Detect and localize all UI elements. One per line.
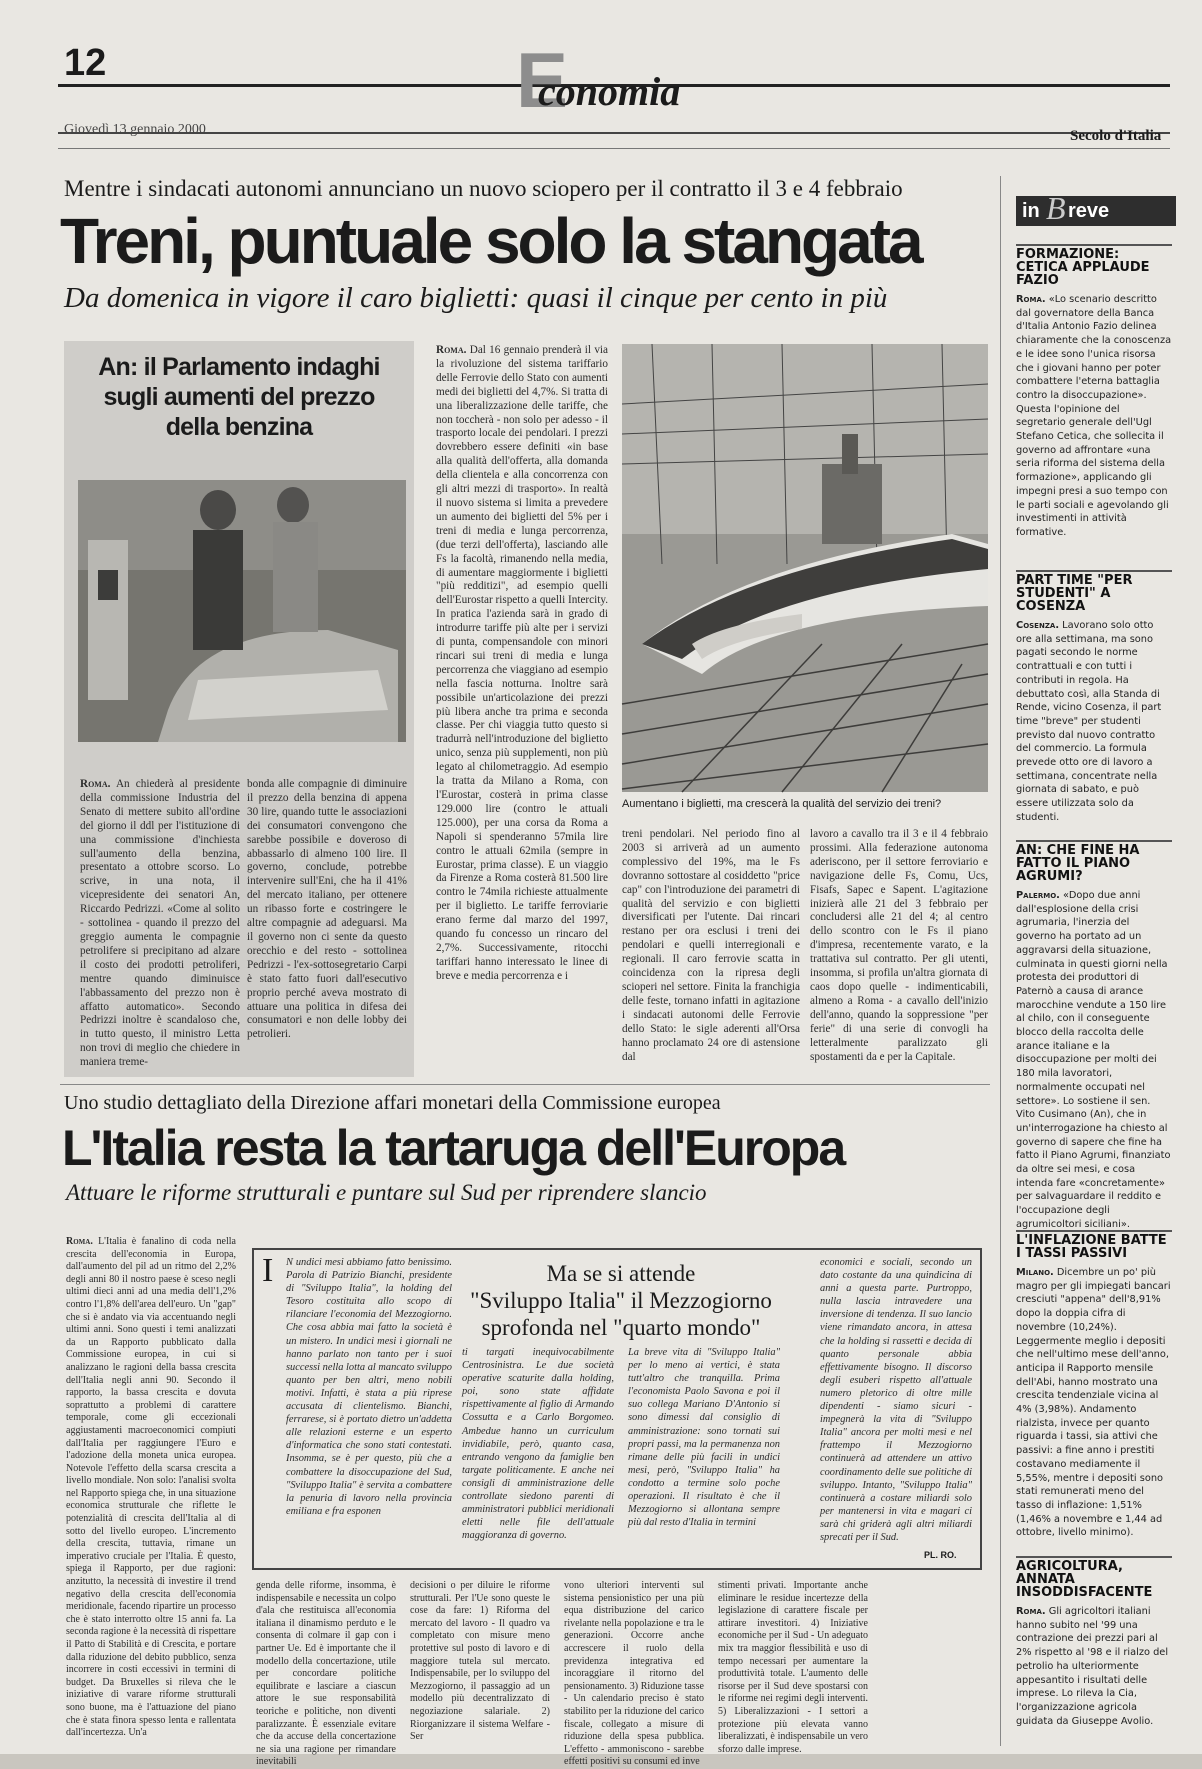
sidebar-item-rule bbox=[1016, 570, 1172, 572]
sidebar-item bbox=[1016, 1556, 1172, 1728]
sidebar-item-body: Dicembre un po' più magro per gli impiegati bancari cresciuti "appena" dell'8,91% dopo la doppia cifra di novembre (10,24%). Leggermente meglio i depositi che nell'ultimo mese dell'anno, anticipa il Rapporto mensile dell'Abi, hanno mostrato una crescita tendenziale vicina al 4% (3,98%). Andamento rialzista, invece per quanto riguarda i tassi, sia attivi che passivi: a fine anno i prestiti costavano mediamente il 5,55%, mentre i depositi sono stati remunerati meno del tasso di inflazione: 1,51% (1,46% a novembre e 1,44 ad ottobre, livello minimo). bbox=[1016, 1267, 1171, 1539]
article2-column-5 bbox=[718, 1580, 868, 1755]
article-separator bbox=[60, 1084, 990, 1085]
article1-column-2 bbox=[622, 828, 800, 1062]
sidebar-item-title: PART TIME "PER STUDENTI" A COSENZA bbox=[1016, 573, 1133, 614]
article1-text-3: lavoro a cavallo tra il 3 e il 4 febbraio prossimi. Alla federazione autonoma aderiscono, per il settore ferroviario e navigazione delle Fs, Comu, Ucs, Fisafs, Sapec e Sapent. L'agitazione inizierà alle 21 del 3 febbraio per concludersi alle 21 del 4; al centro dello scontro con le Fs il piano d'impresa, recentemente varato, e la trattativa sul contratto. Per gli utenti, insomma, si profila un'altra giornata di caos dopo quelle - indimenticabili, almeno a Roma - a cavallo dell'inizio dell'anno, quando la soppressione "per ferie" di una serie di convogli ha letteralmente paralizzato gli spostamenti da e per la Capitale. bbox=[810, 828, 988, 1063]
article2-column-4 bbox=[564, 1580, 704, 1768]
box-sud-column-2 bbox=[462, 1346, 614, 1562]
section-title bbox=[516, 36, 710, 124]
box-an-text-2: bonda alle compagnie di diminuire il prezzo della benzina di appena 30 lire, quando tutte le associazioni dei consumatori convengono che sarebbe possibile e doveroso di abbassarlo di almeno 100 lire. Il governo, conclude, potrebbe intervenire sull'Eni, che ha il 41% del mercato italiano, per ottenere un ribasso forte e costringere le altre compagnie ad adeguarsi. Ma il governo non ci sente da questo orecchio e del resto - sottolinea Pedrizzi - l'ex-sottosegretario Carpi è stato fatto fuori dall'esecutivo proprio perché aveva mostrato di attuare una politica in difesa dei consumatori e non delle lobby dei petrolieri. bbox=[247, 778, 407, 1041]
sidebar-header-reve: reve bbox=[1068, 200, 1110, 222]
sidebar-item-dateline: Roma. bbox=[1016, 294, 1046, 305]
article2-column-3 bbox=[410, 1580, 550, 1744]
sidebar-item-body: «Lo scenario descritto dal governatore della Banca d'Italia Antonio Fazio delinea chiaramente che la conoscenza e le idee sono l'unica risorsa che i giovani hanno per poter combattere l'eterna battaglia contro la disoccupazione». Questa l'opinione del segretario generale dell'Ugl Stefano Cetica, che sollecita il governo ad affrontare «una seria riforma del sistema della formazione», applicando gli impegni presi a suo tempo con le parti sociali e agevolando gli investimenti in attività formative. bbox=[1016, 294, 1172, 538]
article2-text-4: vono ulteriori interventi sul sistema pensionistico per una più equa distribuzione del carico rivelante nella popolazione e tra le generazioni. Occorre anche accrescere il ruolo della previdenza integrativa ed incoraggiare il ritorno del pensionamento. 3) Riduzione tasse - Un calendario preciso è stato stabilito per la riduzione del carico fiscale, collegato a misure di riduzione della spesa pubblica. L'effetto - ammoniscono - sarebbe effetti positivi su consumi ed inve bbox=[564, 1580, 704, 1768]
article2-text-1: L'Italia è fanalino di coda nella crescita dell'economia in Europa, dall'aumento del pil ad un ritmo del 2,2% degli anni 80 il nostro paese è sceso negli ultimi dieci anni ad una media dell'1,2% contro l'1,8% dell'area dell'euro. Un "gap" che si è andato via via accentuando negli ultimi anni. Sono questi i temi analizzati da un Rapporto pubblicato dalla Commissione europea, in cui si analizzano le ragioni della bassa crescita dell'Italia negli anni 90. Secondo il rapporto, la bassa crescita e dovuta soprattutto a problemi di carattere temporale, come gli eccezionali aggiustamenti macroeconomici compiuti dall'Italia per raggiungere l'Euro e l'adozione della moneta unica europea. Notevole l'effetto della scarsa crescita a livello mondiale. Non solo: l'analisi svolta nel Rapporto spiega che, in una situazione economica strutturale che riflette le potenzialità di crescita dell'Italia al di sotto del livello europeo. L'incremento della crescita, tuttavia, rimane un imperativo cruciale per l'Italia. È questo, spiega il Rapporto, per due ragioni: anzitutto, la necessità di investire il trend negativo della crescita dell'economia meridionale, facendo ripartire un processo che è stato interrotto oltre 15 anni fa. La seconda ragione è la necessità di rispettare il Patto di Stabilità e di Crescita, e portare dalla riduzione del debito pubblico, senza incorrere in costi eccessivi in termini di budget. Da Bruxelles si rileva che le iniziative di varare riforme strutturali sono buone, ma è l'attuazione del piano che è stata finora spesso lenta e rallentata dall'incertezza. Un'a bbox=[66, 1236, 236, 1739]
box-an-column-2 bbox=[247, 778, 407, 1068]
sidebar-item-text bbox=[1016, 1605, 1172, 1728]
box-sud-column-4 bbox=[820, 1256, 972, 1546]
box-sud-text-2: ti targati inequivocabilmente Centrosinistra. Le due società operative scaturite dalla holding, poi, sono state affidate rispettivamente al figlio di Armando Cossutta e a Carlo Borgomeo. Ambedue hanno un curriculum invidiabile, però, quanto casa, entrando vengono da famiglie ben targate politicamente. E anche nei consigli di amministrazione delle controllate siedono parenti di amministratori pubblici meridionali eletti nelle file dell'attuale maggioranza di governo. bbox=[462, 1347, 614, 1542]
sidebar-item-text bbox=[1016, 889, 1172, 1232]
sidebar-item-dateline: Palermo. bbox=[1016, 890, 1060, 901]
sidebar-item-body: «Dopo due anni dall'esplosione della crisi agrumaria, l'inerzia del governo ha portato ad un aggravarsi della situazione, culminata in questi giorni nella protesta dei produttori di Paternò a causa di arance marocchine vendute a 150 lire al chilo, con il conseguente blocco della raccolta delle arance italiane e la disoccupazione per molti dei 180 mila lavoratori, normalmente occupati nel settore». Lo sostiene il sen. Vito Cusimano (An), che in un'interrogazione ha chiesto al governo di sapere che fine ha fatto il Piano Agrumi, finanziato da oltre sei mesi, e cosa intenda fare «concretamente» per salvaguardare il reddito e l'occupazione degli agrumicoltori siciliani». bbox=[1016, 890, 1171, 1230]
gas-station-photo-image bbox=[78, 480, 406, 742]
box-sud-column-1 bbox=[286, 1256, 452, 1562]
box-an-column-1 bbox=[80, 778, 240, 1068]
box-sud-signature: PL. RO. bbox=[924, 1550, 957, 1560]
article2-column-1 bbox=[66, 1236, 236, 1742]
sidebar-header-b: B bbox=[1046, 190, 1066, 226]
sidebar-item-dateline: Roma. bbox=[1016, 1606, 1046, 1617]
sidebar-item-title: AGRICOLTURA, ANNATA INSODDISFACENTE bbox=[1016, 1559, 1153, 1600]
issue-date: Giovedì 13 gennaio 2000 bbox=[64, 122, 206, 137]
sidebar-item-rule bbox=[1016, 244, 1172, 246]
box-an-dateline: Roma. bbox=[80, 778, 111, 790]
sidebar-item-dateline: Milano. bbox=[1016, 1267, 1054, 1278]
sidebar-item-rule bbox=[1016, 1556, 1172, 1558]
article2-headline: L'Italia resta la tartaruga dell'Europa bbox=[62, 1120, 845, 1176]
sidebar-item bbox=[1016, 570, 1172, 825]
article1-column-3 bbox=[810, 828, 988, 1062]
newspaper-name: Secolo d'Italia bbox=[1070, 128, 1162, 144]
box-sud-dropcap: I bbox=[262, 1252, 274, 1289]
sidebar-divider bbox=[1000, 176, 1001, 1746]
box-sud-text-4: economici e sociali, secondo un dato costante da una quindicina di anni a questa parte. Purtroppo, nulla lascia intravedere una inversione di tendenza. Il suo lancio viene rimandato ancora, in attesa che la holding si rassetti e decida di quanto personale abbia effettivamente bisogno. Il discorso degli esuberi rispetto all'attuale numero pletorico di oltre mille dipendenti - siamo sicuri - impegnerà la vita di "Sviluppo Italia" ancora per molti mesi e nel frattempo il Mezzogiorno continuerà ad attendere un attivo coordinamento delle sue politiche di sviluppo. Intanto, "Sviluppo Italia" continuerà a costare miliardi solo per mantenersi in vita e magari ci sarà chi griderà agli altri miliardi sprecati per il Sud. bbox=[820, 1257, 972, 1543]
box-sud-text-3: La breve vita di "Sviluppo Italia" per lo meno ai vertici, è stata tutt'altro che tranquilla. Prima l'economista Paolo Savona e poi il suo collega Mariano D'Antonio si sono dimessi dal consiglio di amministrazione: sono tornati sui propri passi, ma la permanenza non rimane delle più facili in undici mesi, però, "Sviluppo Italia" ha condotto a termine solo poche operazioni. Il risultato è che il Mezzogiorno si allontana sempre più dal resto d'Italia in termini bbox=[628, 1347, 780, 1529]
sidebar-item-rule bbox=[1016, 840, 1172, 842]
header-rule-bottom bbox=[58, 132, 1170, 134]
box-an-headline: An: il Parlamento indaghi sugli aumenti del prezzo della benzina bbox=[98, 353, 380, 441]
article2-text-5: stimenti privati. Importante anche eliminare le residue incertezze della legislazione di carattere fiscale per attirare investitori. 4) Iniziative economiche per il Sud - Un adeguato mix tra maggior flessibilità e uso di tempo necessari per aumentare la produttività totale. L'aumento delle risorse per il Sud deve spostarsi con le riforme nei regimi degli interventi. 5) Liberalizzazioni - I settori a protezione più elevata vanno liberalizzati, è indispensabile un vero sforzo dalle imprese. bbox=[718, 1580, 868, 1755]
article2-text-3: decisioni o per diluire le riforme strutturali. Per l'Ue sono queste le cose da fare: 1) Riforma del mercato del lavoro - Il quadro va completato con misure meno protettive sul posto di lavoro e di maggiore tutela sul mercato. Indispensabile, per lo sviluppo del Mezzogiorno, il passaggio ad un modello più decentralizzato di negoziazione salariale. 2) Riorganizzare il sistema Welfare - Ser bbox=[410, 1580, 550, 1743]
sidebar-item bbox=[1016, 840, 1172, 1232]
sidebar-header-in: in bbox=[1022, 200, 1040, 222]
sidebar-item-title: L'INFLAZIONE BATTE I TASSI PASSIVI bbox=[1016, 1233, 1167, 1261]
sidebar-item-title: AN: CHE FINE HA FATTO IL PIANO AGRUMI? bbox=[1016, 843, 1140, 884]
header-rule-thin bbox=[58, 148, 1170, 149]
section-initial: E bbox=[516, 36, 569, 124]
sidebar-item-body: Gli agricoltori italiani hanno subito nel '99 una contrazione dei prezzi pari al 2% rispetto al '98 e il rialzo del petrolio ha ulteriormente appesantito i risultati delle imprese. Lo rileva la Cia, l'organizzazione agricola guidata da Giuseppe Avolio. bbox=[1016, 1606, 1169, 1727]
sidebar-item-title: FORMAZIONE: CETICA APPLAUDE FAZIO bbox=[1016, 247, 1150, 288]
article2-text-2: genda delle riforme, insomma, è indispensabile e necessita un colpo d'ala che restituisca all'economia italiana il dinamismo perduto e le consenta di colmare il gap con i partner Ue. Ed è importante che il modello della concertazione, utile per concordare politiche equilibrate e lasciare a ciascun attore le sue responsabilità teoriche e politiche, non diventi paralizzante. È essenziale evitare che da accuse della concertazione ne sia una ragione per rimandare inevitabili bbox=[256, 1580, 396, 1768]
box-sud-column-3 bbox=[628, 1346, 780, 1562]
article1-headline: Treni, puntuale solo la stangata bbox=[60, 205, 921, 277]
article2-kicker: Uno studio dettagliato della Direzione affari monetari della Commissione europea bbox=[64, 1092, 721, 1114]
box-sud-text-1: N undici mesi abbiamo fatto benissimo. Parola di Patrizio Bianchi, presidente di "Sviluppo Italia", la holding del Tesoro costituita allo scopo di rilanciare l'economia del Mezzogiorno. Che cosa abbia mai fatto la società è un mistero. In undici mesi i giornali ne hanno parlato non tanto per i suoi successi nella lotta al mancato sviluppo quanto per ben altri, meno nobili motivi. Infatti, è stata a più riprese accusata di clientelismo. Bianchi, ferrarese, si è portato dietro un'addetta alle relazioni esterne e un esperto d'informatica che sono stati contestati. Insomma, se è per questo, più che a combattere la disoccupazione del Sud, "Sviluppo Italia" è servita a combattere la penuria di lavoro nella provincia emiliana e fra esponen bbox=[286, 1257, 452, 1517]
article2-column-2 bbox=[256, 1580, 396, 1768]
sidebar-item-body: Lavorano solo otto ore alla settimana, ma sono pagati secondo le norme contrattuali e con tutti i contributi in regola. Ha debuttato così, alla Standa di Rende, vicino Cosenza, il part time "breve" per studenti previsto dal nuovo contratto del commercio. La formula prevede otto ore di lavoro a settimana, concentrate nella giornata di sabato, e può essere utilizzata solo da studenti. bbox=[1016, 620, 1162, 823]
sidebar-item bbox=[1016, 244, 1172, 540]
gas-station-photo bbox=[78, 480, 406, 742]
article1-text-1: Dal 16 gennaio prenderà il via la rivoluzione del sistema tariffario delle Ferrovie dello Stato con aumenti medi dei biglietti del 4,7%. Si tratta di una liberalizzazione delle tariffe, che non toccherà - non solo per adesso - il trasporto locale dei pendolari. I prezzi dovrebbero essere definiti «in base alla qualità dell'offerta, alla domanda della clientela e alla concorrenza con gli altri mezzi di trasporto». In realtà il nuovo sistema si limita a prevedere un aumento dei biglietti del 5% per i treni di media e lunga percorrenza, (due terzi dell'offerta), lasciando alle Fs la facoltà, rimanendo nella media, di aumentare maggiormente i biglietti "più redditizi", ad esempio quelli dell'Eurostar rispetto a quelli Intercity. In pratica l'azienda sarà in grado di introdurre tariffe più alte per i servizi di punta, compensandole con minori rincari sui treni di media e lunga percorrenza che viaggiano ad esempio nella fascia notturna. Inoltre sarà possibile un'articolazione dei prezzi più libera anche tra prima e seconda classe. Per chi viaggia tutto questo si tradurrà nell'introduzione del biglietto unico, senza più supplementi, non più legato al chilometraggio. Ad esempio la tratta da Milano a Roma, con l'Eurostar, costerà in prima classe 129.000 lire (contro le attuali 125.000), per una corsa da Roma a Napoli si spenderanno 57mila lire contro le attuali 62mila (sempre in Eurostar, prima classe). E un viaggio da Firenze a Roma costerà 81.500 lire contro le 74mila richieste attualmente per il biglietto. Le tariffe ferroviarie erano ferme dal marzo del 1997, quando fu concesso un rincaro del 2,7%. Successivamente, ritocchi tariffari hanno interessato le linee di breve e media percorrenza e i bbox=[436, 344, 608, 982]
train-photo-caption: Aumentano i biglietti, ma crescerà la qualità del servizio dei treni? bbox=[622, 798, 942, 810]
article2-subhead: Attuare le riforme strutturali e puntare sul Sud per riprendere slancio bbox=[66, 1180, 707, 1205]
article1-text-2: treni pendolari. Nel periodo fino al 2003 si arriverà ad un aumento complessivo del 19%, ma le Fs dovranno sottostare al cosiddetto "price cap" con l'introduzione dei parametri di qualità del servizio e con biglietti diversificati per l'utente. Dai rincari restano per ora esclusi i treni dei pendolari e quelli interregionali e regionali. Il caro ferrovie scatta in coincidenza con la ripresa degli scioperi nel settore. Finita la franchigia delle feste, tornano infatti in agitazione i sindacati autonomi delle Ferrovie dello Stato: le sigle aderenti all'Orsa hanno proclamato 24 ore di astensione dal bbox=[622, 828, 800, 1063]
sidebar-item-rule bbox=[1016, 1230, 1172, 1232]
sidebar-item-text bbox=[1016, 619, 1172, 825]
sidebar-item-text bbox=[1016, 1266, 1172, 1540]
page-number: 12 bbox=[64, 42, 107, 84]
section-rest: conomia bbox=[538, 69, 681, 114]
train-photo-image bbox=[622, 344, 988, 792]
sidebar-item bbox=[1016, 1230, 1172, 1540]
box-an-text-1: An chiederà al presidente della commissione Industria del Senato di mettere subito all'ordine del giorno il ddl per l'istituzione di una commissione d'inchiesta sull'aumento della benzina, presentato a ottobre scorso. Lo scrive, in una nota, il vicepresidente dei senatori An, Riccardo Pedrizzi. «Come al solito - sottolinea - quando il prezzo del greggio aumenta le compagnie petrolifere si precipitano ad alzare il costo dei prodotti petroliferi, mentre quando diminuisce l'abbassamento del prezzo non è affatto automatico». Secondo Pedrizzi inoltre è scandaloso che, in tutto questo, il ministro Letta non trovi di meglio che chiedere in maniera treme- bbox=[80, 778, 240, 1069]
box-sud-headline-line-2: "Sviluppo Italia" il Mezzogiorno bbox=[470, 1288, 772, 1313]
article1-subhead: Da domenica in vigore il caro biglietti: quasi il cinque per cento in più bbox=[64, 282, 888, 314]
sidebar-item-text bbox=[1016, 293, 1172, 540]
article1-dateline: Roma. bbox=[436, 344, 467, 356]
article1-column-1 bbox=[436, 344, 608, 1062]
box-sud-headline-line-1: Ma se si attende bbox=[546, 1261, 696, 1286]
box-sud-headline-line-3: sprofonda nel "quarto mondo" bbox=[481, 1315, 761, 1340]
box-sud-headline bbox=[426, 1260, 816, 1341]
article2-dateline: Roma. bbox=[66, 1236, 93, 1247]
sidebar-item-dateline: Cosenza. bbox=[1016, 620, 1060, 631]
train-photo bbox=[622, 344, 988, 792]
article1-kicker: Mentre i sindacati autonomi annunciano un nuovo sciopero per il contratto il 3 e 4 febbraio bbox=[64, 176, 903, 201]
sidebar-header bbox=[1016, 190, 1176, 226]
